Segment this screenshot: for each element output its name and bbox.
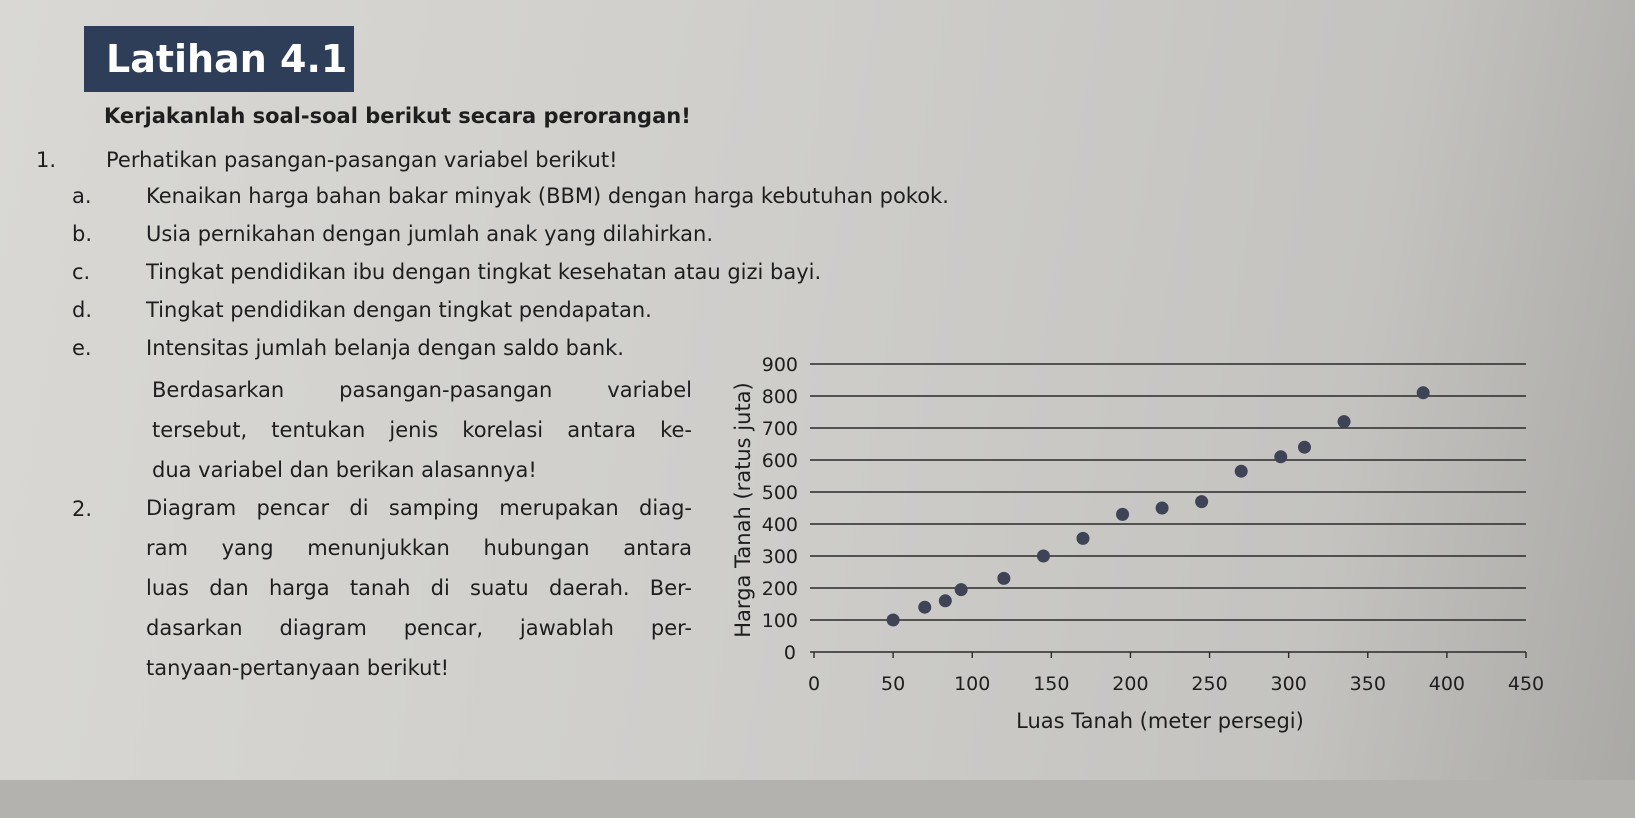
x-tick-label-100: 100 — [954, 673, 991, 695]
x-tick-label-50: 50 — [881, 673, 906, 695]
question-1-item-e-letter: e. — [72, 336, 92, 360]
y-tick-label-700: 700 — [761, 418, 798, 440]
x-tick-label-400: 400 — [1428, 673, 1466, 695]
data-point-10 — [1195, 495, 1208, 508]
scatter-chart — [731, 350, 1620, 800]
question-1-item-d: Tingkat pendidikan dengan tingkat pendapatan. — [146, 298, 652, 322]
data-point-1 — [887, 614, 900, 627]
x-tick-label-450: 450 — [1507, 673, 1545, 695]
data-point-8 — [1116, 508, 1129, 521]
question-2-line-2: ram yang menunjukkan hubungan antara — [146, 536, 692, 560]
data-point-11 — [1235, 465, 1248, 478]
data-point-3 — [939, 594, 952, 607]
x-tick-label-200: 200 — [1112, 673, 1149, 695]
question-1-item-c: Tingkat pendidikan ibu dengan tingkat kesehatan atau gizi bayi. — [146, 260, 822, 284]
question-1-prompt-line-1: Berdasarkan pasangan-pasangan variabel — [152, 378, 692, 402]
y-tick-label-200: 200 — [761, 578, 798, 600]
y-tick-label-500: 500 — [761, 482, 798, 504]
question-2-line-1: Diagram pencar di samping merupakan diag- — [146, 496, 692, 520]
x-tick-label-150: 150 — [1033, 673, 1070, 695]
question-1-item-d-letter: d. — [72, 298, 93, 322]
question-1-prompt-line-3: dua variabel dan berikan alasannya! — [152, 458, 537, 482]
question-1-item-b-letter: b. — [72, 222, 93, 246]
exercise-instruction: Kerjakanlah soal-soal berikut secara perorangan! — [104, 104, 691, 128]
question-1-item-c-letter: c. — [72, 260, 91, 284]
question-2-line-3: luas dan harga tanah di suatu daerah. Ber- — [146, 576, 692, 600]
data-point-14 — [1338, 415, 1351, 428]
x-tick-label-0: 0 — [807, 673, 821, 695]
data-point-7 — [1076, 532, 1089, 545]
y-tick-label-800: 800 — [761, 386, 798, 408]
y-tick-label-900: 900 — [761, 354, 798, 376]
data-point-15 — [1417, 386, 1430, 399]
question-1-prompt-line-2: tersebut, tentukan jenis korelasi antara ke- — [152, 418, 692, 442]
x-tick-label-300: 300 — [1270, 673, 1307, 695]
data-point-13 — [1298, 441, 1311, 454]
data-point-4 — [955, 583, 968, 596]
question-1-item-a: Kenaikan harga bahan bakar minyak (BBM) dengan harga kebutuhan pokok. — [146, 184, 949, 208]
x-axis-label: Luas Tanah (meter persegi) — [1016, 709, 1304, 733]
y-tick-label-400: 400 — [761, 514, 798, 536]
question-2-line-5: tanyaan-pertanyaan berikut! — [146, 656, 450, 680]
data-point-9 — [1156, 502, 1169, 515]
question-2-line-4: dasarkan diagram pencar, jawablah per- — [146, 616, 692, 640]
x-tick-label-250: 250 — [1191, 673, 1228, 695]
exercise-title: Latihan 4.1 — [84, 26, 354, 92]
y-tick-label-100: 100 — [761, 610, 798, 632]
question-1-text: Perhatikan pasangan-pasangan variabel berikut! — [106, 148, 618, 172]
data-point-5 — [997, 572, 1010, 585]
question-1-item-e: Intensitas jumlah belanja dengan saldo bank. — [146, 336, 624, 360]
question-1-item-b: Usia pernikahan dengan jumlah anak yang dilahirkan. — [146, 222, 713, 246]
y-tick-label-600: 600 — [761, 450, 798, 472]
x-tick-label-350: 350 — [1349, 673, 1386, 695]
question-1-number: 1. — [36, 148, 57, 172]
y-tick-label-300: 300 — [761, 546, 798, 568]
data-point-2 — [918, 601, 931, 614]
y-tick-label-0: 0 — [783, 642, 796, 664]
y-axis-label: Harga Tanah (ratus juta) — [731, 382, 755, 638]
data-point-6 — [1037, 550, 1050, 563]
data-point-12 — [1274, 450, 1287, 463]
question-2-number: 2. — [72, 497, 93, 521]
question-1-item-a-letter: a. — [72, 184, 92, 208]
